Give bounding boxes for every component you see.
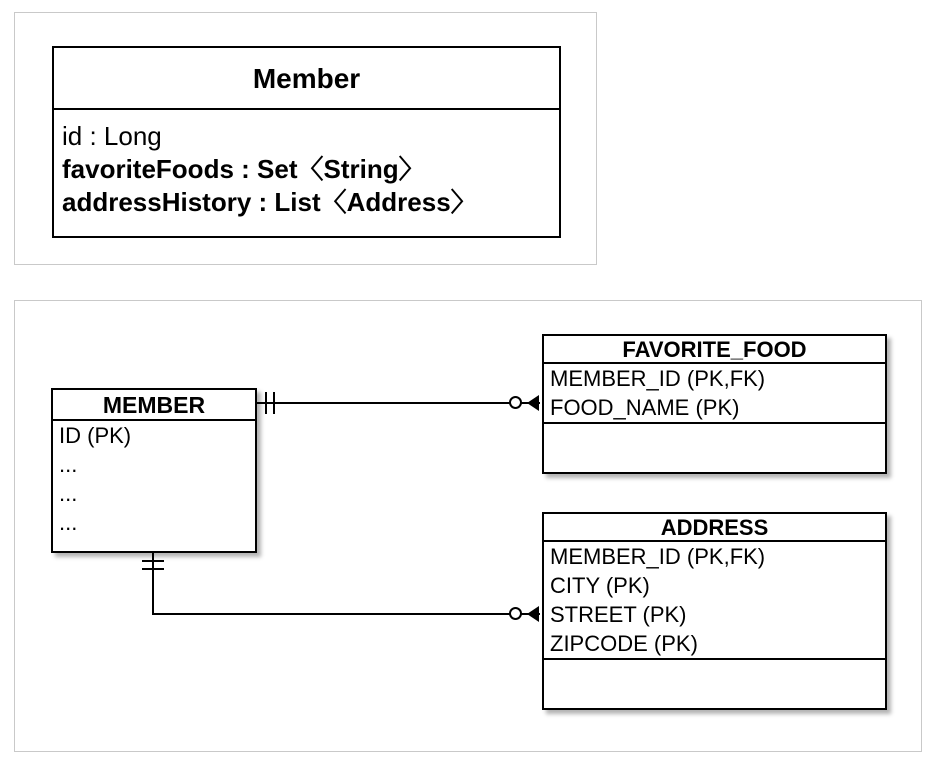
- cardinality-circle-zero: [509, 396, 522, 409]
- er-column: MEMBER_ID (PK,FK): [550, 544, 766, 569]
- er-column: STREET (PK): [550, 602, 687, 627]
- uml-attribute: favoriteFoods : Set〈String〉: [62, 154, 425, 184]
- er-table-title: ADDRESS: [544, 514, 885, 542]
- er-column: ZIPCODE (PK): [550, 631, 698, 656]
- cardinality-circle-zero: [509, 607, 522, 620]
- er-column: ...: [59, 452, 78, 477]
- uml-class-panel: [14, 12, 597, 265]
- uml-attribute: id : Long: [62, 121, 162, 151]
- er-column-list: [544, 364, 885, 422]
- er-column: MEMBER_ID (PK,FK): [550, 366, 766, 391]
- cardinality-bar-one: [265, 392, 267, 414]
- cardinality-bar-one: [142, 568, 164, 570]
- relationship-arrow-icon: [527, 395, 539, 411]
- er-column: ID (PK): [59, 423, 132, 448]
- er-column-list: [544, 542, 885, 658]
- relationship-line-member-address-vertical: [152, 553, 154, 615]
- er-table-footer: [544, 422, 885, 448]
- uml-attribute: addressHistory : List〈Address〉: [62, 187, 477, 217]
- uml-class-name: Member: [54, 48, 559, 110]
- er-column: ...: [59, 510, 78, 535]
- er-table-footer: [544, 658, 885, 684]
- relationship-arrow-icon: [527, 606, 539, 622]
- er-diagram-panel: [14, 300, 922, 752]
- er-column-list: [53, 421, 255, 537]
- er-table-favorite-food: [542, 334, 887, 474]
- er-column: FOOD_NAME (PK): [550, 395, 740, 420]
- er-table-address: [542, 512, 887, 710]
- uml-class-box: [52, 46, 561, 238]
- cardinality-bar-one: [273, 392, 275, 414]
- relationship-line-member-favorite-food: [257, 402, 540, 404]
- uml-attribute-list: [54, 110, 559, 219]
- cardinality-bar-one: [142, 560, 164, 562]
- er-table-title: MEMBER: [53, 390, 255, 421]
- er-table-member: [51, 388, 257, 553]
- er-table-title: FAVORITE_FOOD: [544, 336, 885, 364]
- er-column: CITY (PK): [550, 573, 650, 598]
- er-column: ...: [59, 481, 78, 506]
- relationship-line-member-address: [152, 613, 540, 615]
